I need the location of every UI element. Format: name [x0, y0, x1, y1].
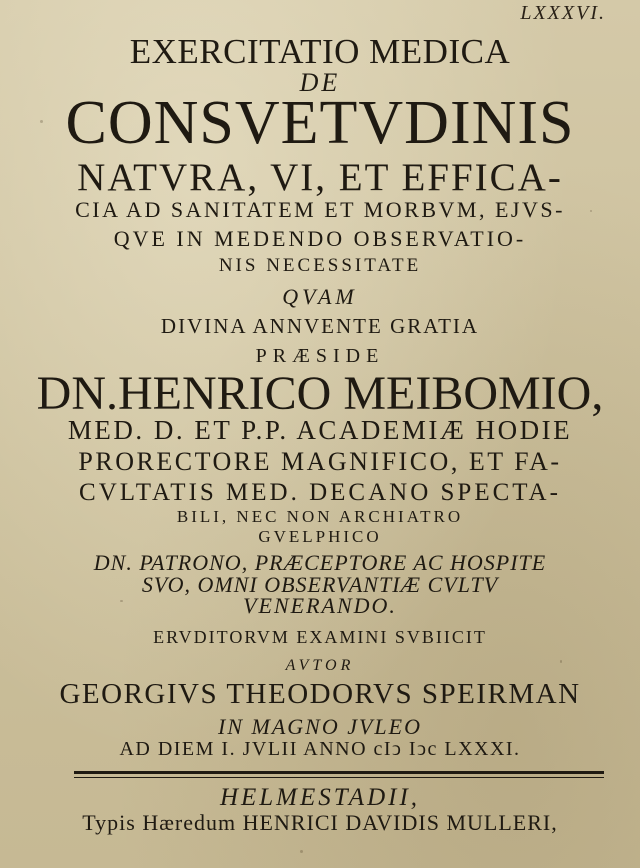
imprint-place: HELMESTADII, [219, 784, 421, 811]
author-name: GEORGIVS THEODORVS SPEIRMAN [59, 678, 581, 710]
dedication-line-3: VENERANDO. [243, 593, 397, 618]
subtitle-line-2: CIA AD SANITATEM ET MORBVM, EJVS- [75, 197, 565, 222]
president-title-line-1: MED. D. ET P.P. ACADEMIÆ HODIE [67, 415, 573, 445]
subtitle-line-4: NIS NECESSITATE [218, 255, 422, 276]
divider-rule-thick [74, 771, 604, 774]
main-title: CONSVETVDINIS [65, 89, 575, 157]
subtitle-line-3: QVE IN MEDENDO OBSERVATIO- [113, 226, 527, 251]
autor-label: AVTOR [285, 657, 355, 674]
president-name: DN.HENRICO MEIBOMIO, [36, 367, 604, 420]
divina-gratia-line: DIVINA ANNVENTE GRATIA [160, 314, 480, 338]
work-type-heading: EXERCITATIO MEDICA [129, 32, 511, 71]
president-title-line-5: GVELPHICO [258, 527, 382, 546]
president-title-line-2: PRORECTORE MAGNIFICO, ET FA- [78, 447, 562, 476]
divider-rule-thin [74, 777, 604, 778]
subtitle-line-1: NATVRA, VI, ET EFFICA- [77, 156, 563, 199]
dedication-line-2: SVO, OMNI OBSERVANTIÆ CVLTV [141, 572, 499, 597]
venue-line: IN MAGNO JVLEO [218, 714, 422, 739]
president-title-line-4: BILI, NEC NON ARCHIATRO [176, 507, 464, 526]
handwritten-shelf-mark: LXXXVI. [520, 2, 606, 24]
examini-line: ERVDITORVM EXAMINI SVBIICIT [153, 627, 487, 647]
imprint-printer: Typis Hæredum HENRICI DAVIDIS MULLERI, [82, 810, 558, 835]
paper-speck [300, 850, 303, 853]
date-line: AD DIEM I. JVLII ANNO cIↄ Iↄc LXXXI. [119, 738, 521, 760]
quam-line: QVAM [282, 284, 358, 309]
praeside-line: PRÆSIDE [255, 345, 385, 367]
preposition-de: DE [299, 68, 341, 97]
president-title-line-3: CVLTATIS MED. DECANO SPECTA- [79, 479, 561, 506]
dedication-line-1: DN. PATRONO, PRÆCEPTORE AC HOSPITE [93, 550, 547, 575]
